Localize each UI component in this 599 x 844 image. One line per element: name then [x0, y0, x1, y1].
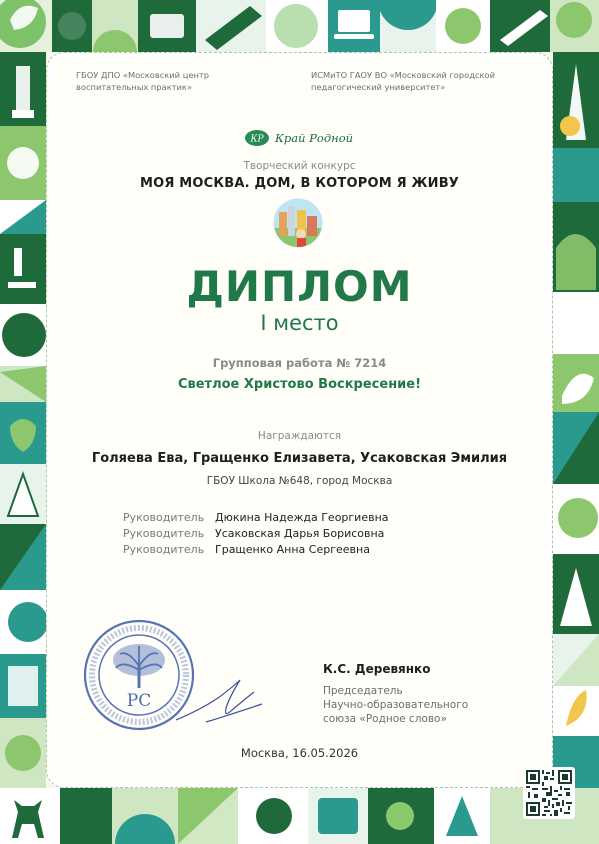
awarded-names: Голяева Ева, Гращенко Елизавета, Усаковская Эмилия — [91, 451, 508, 466]
signatory-position — [323, 684, 468, 726]
brand-mark-text: КР — [250, 134, 264, 145]
leader-name: Гращенко Анна Сергеевна — [215, 543, 370, 556]
qr-code-icon — [526, 770, 572, 816]
signatory-name: К.С. Деревянко — [323, 662, 431, 676]
diploma-place: I место — [260, 311, 339, 335]
contest-emblem-image — [273, 198, 323, 248]
organizer-right — [311, 69, 495, 93]
qr-code[interactable] — [523, 767, 575, 819]
awarded-label: Награждаются — [257, 430, 342, 442]
awarded-school: ГБОУ Школа №648, город Москва — [206, 475, 393, 487]
organizer-left-line-2: воспитательных практик» — [76, 82, 193, 92]
leader-label: Руководитель — [123, 511, 205, 524]
organizer-right-line-2: педагогический университет» — [311, 82, 446, 92]
organizer-left — [76, 69, 209, 93]
brand-logo — [244, 128, 353, 148]
organizer-left-line-1: ГБОУ ДПО «Московский центр — [76, 70, 209, 80]
signatory-position-line-2: Научно-образовательного — [323, 699, 469, 711]
contest-title: МОЯ МОСКВА. ДОМ, В КОТОРОМ Я ЖИВУ — [139, 176, 460, 191]
organizer-right-line-1: ИСМиТО ГАОУ ВО «Московский городской — [311, 70, 496, 80]
signatory-position-line-1: Председатель — [323, 685, 403, 697]
brand-name: Край Родной — [275, 131, 354, 145]
leader-label: Руководитель — [123, 543, 205, 556]
diploma-title: ДИПЛОМ — [186, 262, 413, 311]
leader-row — [123, 538, 370, 557]
work-title: Светлое Христово Воскресение! — [177, 377, 422, 392]
work-number: Групповая работа № 7214 — [212, 356, 387, 370]
signatory-position-line-3: союза «Родное слово» — [323, 713, 447, 725]
signature — [170, 670, 270, 730]
leader-label: Руководитель — [123, 527, 205, 540]
leader-name: Дюкина Надежда Георгиевна — [215, 511, 389, 524]
leader-name: Усаковская Дарья Борисовна — [215, 527, 385, 540]
seal-monogram: PC — [126, 691, 152, 711]
brand-mark-icon — [244, 129, 270, 147]
place-date: Москва, 16.05.2026 — [240, 746, 359, 760]
contest-label: Творческий конкурс — [243, 160, 356, 172]
